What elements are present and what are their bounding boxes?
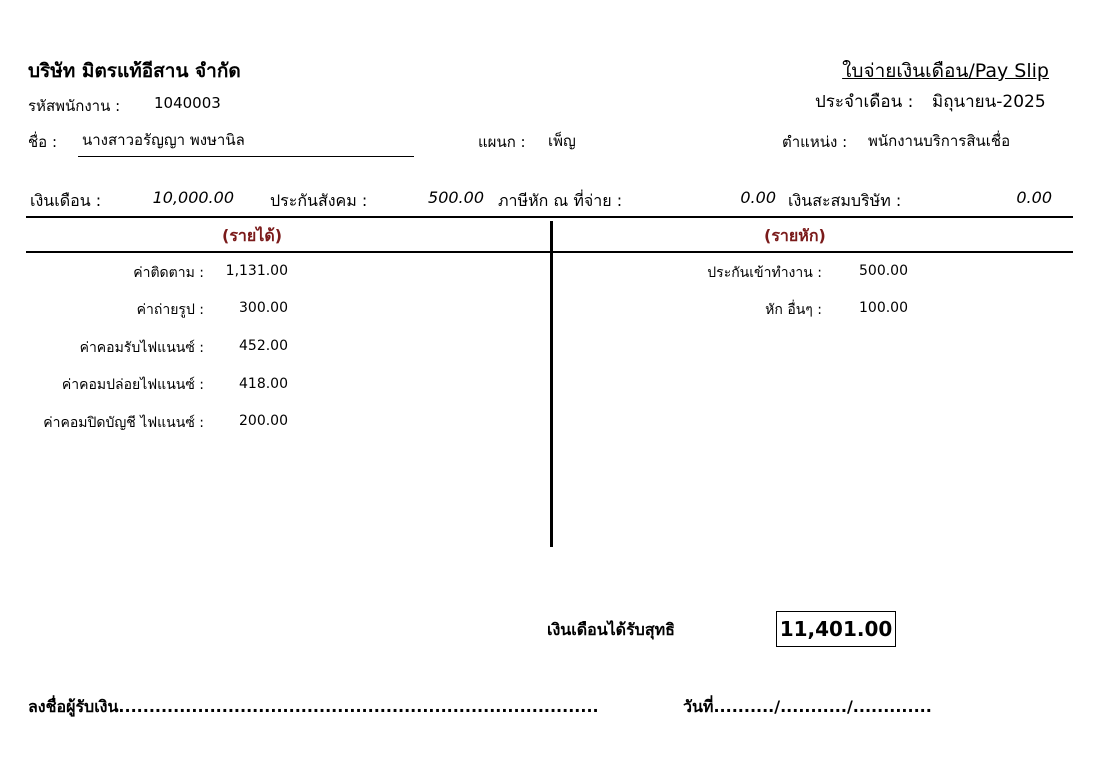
- income-item-value: 300.00: [239, 300, 288, 316]
- table-top-rule: [26, 216, 1073, 218]
- department-label: แผนก :: [478, 133, 526, 151]
- salary-label: เงินเดือน :: [30, 191, 102, 210]
- income-item-value: 1,131.00: [225, 263, 288, 279]
- income-item-value: 418.00: [239, 376, 288, 392]
- date-line: วันที่........../.........../.............: [683, 697, 932, 716]
- deduction-item-label: ประกันเข้าทำงาน :: [707, 265, 822, 281]
- income-heading: (รายได้): [222, 226, 283, 245]
- deduction-item-value: 100.00: [859, 300, 908, 316]
- net-pay-value: 11,401.00: [776, 611, 896, 647]
- employee-id-label: รหัสพนักงาน :: [28, 97, 121, 115]
- income-item-label: ค่าคอมปิดบัญชี ไฟแนนซ์ :: [43, 415, 204, 431]
- position-label: ตำแหน่ง :: [782, 133, 848, 151]
- position-value: พนักงานบริการสินเชื่อ: [868, 132, 1011, 150]
- name-underline: [78, 156, 414, 157]
- income-item-label: ค่าถ่ายรูป :: [136, 302, 204, 318]
- income-item-label: ค่าติดตาม :: [133, 265, 204, 281]
- document-title: ใบจ่ายเงินเดือน/Pay Slip: [842, 60, 1049, 82]
- employee-name-label: ชื่อ :: [28, 133, 58, 151]
- period-label: ประจำเดือน :: [815, 92, 914, 112]
- salary-value: 10,000.00: [152, 188, 234, 207]
- employee-id-value: 1040003: [154, 94, 221, 112]
- income-item-value: 200.00: [239, 413, 288, 429]
- income-item-label: ค่าคอมปล่อยไฟแนนซ์ :: [61, 377, 204, 393]
- social-security-value: 500.00: [428, 188, 484, 207]
- company-savings-label: เงินสะสมบริษัท :: [788, 191, 902, 210]
- deduction-item-label: หัก อื่นๆ :: [765, 302, 822, 318]
- company-savings-value: 0.00: [1016, 188, 1052, 207]
- table-column-divider: [550, 221, 553, 547]
- employee-name-value: นางสาวอรัญญา พงษานิล: [82, 131, 245, 149]
- period-value: มิถุนายน-2025: [932, 92, 1046, 112]
- deduction-item-value: 500.00: [859, 263, 908, 279]
- income-item-value: 452.00: [239, 338, 288, 354]
- deductions-heading: (รายหัก): [764, 226, 826, 245]
- net-pay-label: เงินเดือนได้รับสุทธิ: [547, 620, 675, 639]
- social-security-label: ประกันสังคม :: [270, 191, 368, 210]
- department-value: เพ็ญ: [548, 132, 576, 150]
- income-item-label: ค่าคอมรับไฟแนนซ์ :: [79, 340, 204, 356]
- signature-line: ลงชื่อผู้รับเงิน...............................................................................: [28, 697, 599, 716]
- withholding-tax-label: ภาษีหัก ณ ที่จ่าย :: [498, 191, 623, 210]
- company-name: บริษัท มิตรแท้อีสาน จำกัด: [28, 60, 241, 82]
- withholding-tax-value: 0.00: [740, 188, 776, 207]
